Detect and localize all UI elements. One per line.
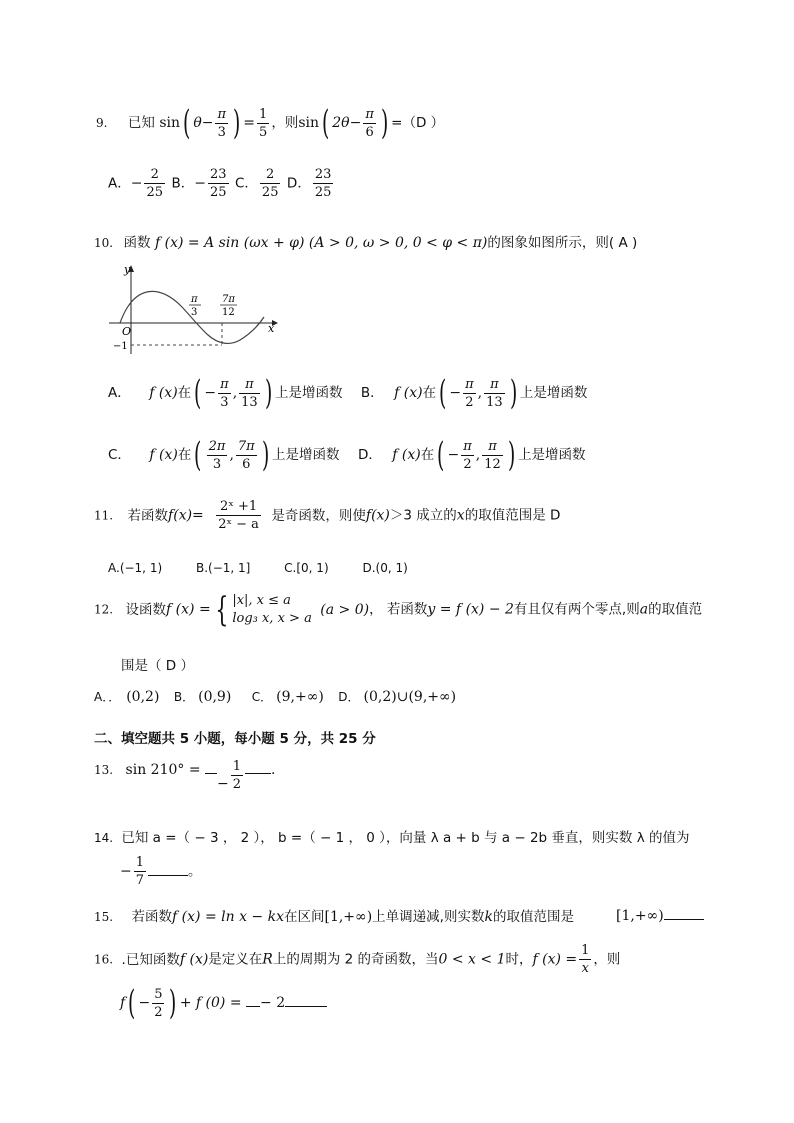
q12-line2: 围是（ D ）	[121, 658, 194, 674]
q10-text-a: 函数	[123, 235, 151, 251]
graph-3-label: 3	[191, 307, 198, 318]
q11-fraction: $\frac{\text{2ˣ +1}}{\text{2ˣ − a}}$	[218, 499, 259, 532]
q15-number: 15.	[94, 910, 114, 924]
graph-neg1: −1	[113, 341, 128, 352]
q10-options-cd: C． f (x)在( $\frac{2\pi}{3}$ , $\frac{7\pi}{6}$ ) 上是增函数 D． f (x)在( − $\frac{\pi}{2}$ , $\frac{\pi}{12}$ ) 上是增函数	[108, 435, 586, 475]
q10-line	[94, 231, 637, 251]
q9-opt-c-label: C．	[234, 175, 258, 192]
q16-line2: f( − $\frac{5}{2}$ ) + f (0) = − 2	[120, 986, 327, 1020]
q14-text: 已知 a =（ − 3 ， 2 ）， b =（ − 1 ， 0 ），向量 λ a + b 与 a − 2b 垂直，则实数 λ 的值为	[121, 830, 690, 846]
q9-opt-d: $\frac{23}{25}$	[314, 167, 332, 200]
q10-text-b: 的图象如图所示，则( A )	[487, 235, 638, 251]
q10-opt-c-label: C．	[108, 447, 131, 463]
q14-number: 14.	[94, 831, 114, 845]
q12-opt-d: (0,2)∪(9,+∞)	[363, 689, 457, 705]
q12-piecewise: |x|, x ≤ a log₃ x, x > a	[232, 593, 312, 626]
q15-answer	[616, 908, 704, 924]
q12-line: 12. 设函数f (x) = { |x|, x ≤ a log₃ x, x > a (a > 0)， 若函数y = f (x) − 2有且仅有两个零点,则a的取值范	[94, 589, 703, 630]
q11-number: 11.	[94, 508, 114, 523]
q13-number: 13.	[94, 763, 114, 777]
q13-expression: sin 210° =	[125, 762, 201, 778]
q12-options: A．． (0,2) B． (0,9) C． (9,+∞) D． (0,2)∪(9,+∞)	[94, 689, 457, 705]
q9-minus: −	[201, 115, 214, 131]
q14-answer: $\frac{1}{7}$	[135, 855, 145, 888]
q13-line: 13. sin 210° = − $\frac{1}{2}$ .	[94, 759, 276, 792]
q12-opt-a: (0,2)	[126, 689, 160, 705]
graph-12-label: 12	[222, 307, 235, 318]
q9-opt-a-label: A．	[108, 175, 131, 192]
q12-opt-b: (0,9)	[198, 689, 232, 705]
q10-opt-a-label: A．	[108, 385, 131, 401]
q11-opt-c: C.[0, 1)	[284, 561, 329, 575]
q11-line: 11. 若函数f(x)= $\frac{\text{2ˣ +1}}{\text{2ˣ − a}}$ 是奇函数，则使f(x)＞3 成立的x的取值范围是 D	[94, 499, 561, 532]
q15-answer-value: [1,+∞)	[616, 908, 664, 924]
q14-answer-line: − $\frac{1}{7}$ 。	[120, 855, 202, 888]
q11-opt-b: B.(−1, 1]	[195, 561, 251, 575]
q9-number: 9.	[96, 116, 108, 130]
q9-options: A．− $\frac{2}{25}$ B．− $\frac{23}{25}$ C． $\frac{2}{25}$ D． $\frac{23}{25}$	[108, 167, 332, 200]
q9-frac-15: $\frac{1}{5}$	[259, 106, 268, 140]
graph-pi-label: π	[191, 294, 198, 305]
q9-frac-pi6: $\frac{\pi}{6}$	[365, 106, 374, 140]
q9-opt-c: $\frac{2}{25}$	[261, 167, 279, 200]
q16-line: 16. .已知函数f (x)是定义在R上的周期为 2 的奇函数，当0 < x < 1时，f (x) = $\frac{1}{x}$ ，则	[94, 943, 621, 976]
q16-number: 16.	[94, 952, 114, 967]
q9-line: 9. 已知 sin( θ− $\frac{\pi}{3}$ ) = $\frac{1}{5}$ ，则sin( 2θ− $\frac{\pi}{6}$ ) =（D ）	[96, 103, 445, 143]
q13-answer: $\frac{1}{2}$	[232, 759, 242, 792]
graph-y-label: y	[124, 263, 131, 276]
q9-frac-pi3: $\frac{\pi}{3}$	[217, 106, 227, 140]
q11-options	[108, 561, 408, 575]
q11-opt-a: A.(−1, 1)	[108, 561, 163, 575]
q9-opt-a: $\frac{2}{25}$	[146, 167, 164, 200]
q10-options-ab: A． f (x)在( − $\frac{\pi}{3}$ , $\frac{\pi}{13}$ ) 上是增函数 B． f (x)在( − $\frac{\pi}{2}$ , $\frac{\pi}{13}$ ) 上是增函数	[108, 373, 588, 413]
q9-theta: θ	[193, 115, 202, 131]
q9-two-theta: 2θ	[332, 115, 350, 131]
q14-line	[94, 826, 690, 846]
section-2-heading: 二、填空题共 5 小题，每小题 5 分，共 25 分	[94, 731, 376, 747]
graph-origin: O	[122, 325, 132, 338]
q9-sin: sin	[159, 115, 181, 131]
q9-prefix: 已知	[127, 115, 155, 131]
q11-opt-d: D.(0, 1)	[362, 561, 408, 575]
q10-opt-d-label: D．	[357, 447, 382, 463]
q10-function: f (x) = A sin (ωx + φ) (A > 0, ω > 0, 0 < φ < π)	[155, 235, 488, 251]
q9-opt-b: $\frac{23}{25}$	[209, 167, 227, 200]
q15-line: 15. 若函数f (x) = ln x − kx在区间[1,+∞)上单调递减,则实数k的取值范围是	[94, 909, 574, 925]
q16-answer: − 2	[260, 995, 286, 1011]
q10-graph	[104, 262, 284, 356]
q12-number: 12.	[94, 602, 114, 617]
q10-opt-b-label: B．	[360, 385, 384, 401]
graph-x-label: x	[268, 322, 275, 335]
q9-opt-b-label: B．	[171, 175, 195, 192]
q9-opt-d-label: D．	[286, 175, 311, 192]
q9-equals: =	[243, 115, 256, 131]
graph-7pi-label: 7π	[222, 294, 235, 305]
q9-answer: =（D ）	[391, 115, 445, 131]
q10-number: 10.	[94, 236, 114, 250]
q9-then: ，则	[271, 115, 299, 131]
q12-opt-c: (9,+∞)	[276, 689, 324, 705]
